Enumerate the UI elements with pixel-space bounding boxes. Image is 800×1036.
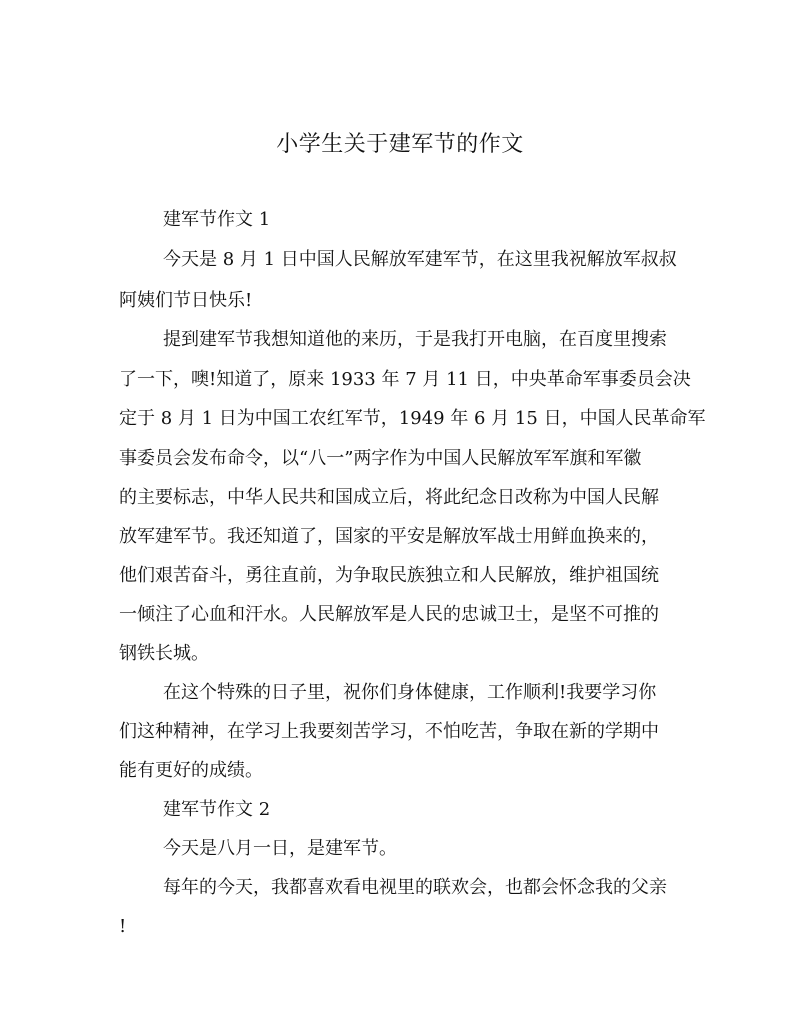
paragraph-line: 钢铁长城。	[119, 643, 209, 664]
paragraph-line: 们这种精神，在学习上我要刻苦学习，不怕吃苦，争取在新的学期中	[119, 721, 659, 742]
document-title: 小学生关于建军节的作文	[276, 132, 524, 157]
paragraph-line: 他们艰苦奋斗，勇往直前，为争取民族独立和人民解放，维护祖国统	[119, 565, 659, 586]
paragraph-line: 一倾注了心血和汗水。人民解放军是人民的忠诚卫士，是坚不可推的	[119, 604, 659, 625]
section-heading-2: 建军节作文 2	[163, 799, 271, 820]
paragraph-line: 了一下，噢!知道了，原来 1933 年 7 月 11 日，中央革命军事委员会决	[119, 369, 691, 390]
paragraph-line: 定于 8 月 1 日为中国工农红军节，1949 年 6 月 15 日，中国人民革命军	[119, 408, 706, 429]
paragraph-line: 今天是八月一日，是建军节。	[163, 838, 397, 859]
paragraph-line: 在这个特殊的日子里，祝你们身体健康，工作顺利!我要学习你	[163, 682, 657, 703]
paragraph-line: !	[119, 916, 127, 937]
section-heading-1: 建军节作文 1	[163, 209, 271, 230]
paragraph-line: 能有更好的成绩。	[119, 760, 263, 781]
paragraph-line: 阿姨们节日快乐!	[119, 290, 253, 311]
paragraph-line: 放军建军节。我还知道了，国家的平安是解放军战士用鲜血换来的，	[119, 526, 659, 547]
paragraph-line: 今天是 8 月 1 日中国人民解放军建军节，在这里我祝解放军叔叔	[163, 249, 677, 270]
paragraph-line: 提到建军节我想知道他的来历，于是我打开电脑，在百度里搜索	[163, 329, 667, 350]
paragraph-line: 的主要标志，中华人民共和国成立后，将此纪念日改称为中国人民解	[119, 487, 659, 508]
paragraph-line: 事委员会发布命令，以“八一”两字作为中国人民解放军军旗和军徽	[119, 448, 642, 469]
paragraph-line: 每年的今天，我都喜欢看电视里的联欢会，也都会怀念我的父亲	[163, 877, 667, 898]
